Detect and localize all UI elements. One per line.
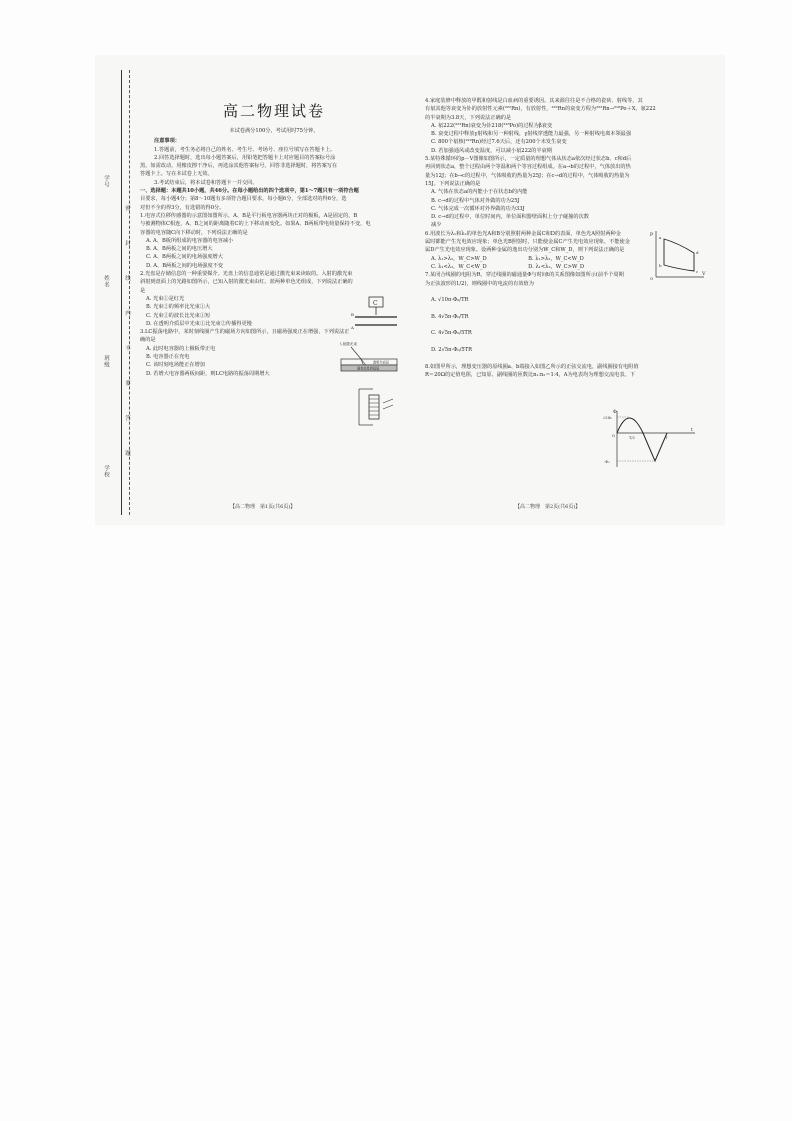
left-text-line: B. 电容器正在充电 (146, 354, 190, 361)
right-text-line (425, 338, 707, 346)
right-text-line: D. c→d的过程中，单位时间内，单位面积器壁面积上分子碰撞的次数 (431, 214, 589, 221)
pv-origin: O (650, 276, 654, 281)
right-text-line: C. 800个氡核(²²²Rn)经过7.6天后，还有200个未发生衰变 (431, 139, 567, 146)
q1-capacitor-figure (351, 293, 401, 333)
seal-char: 要 (124, 380, 130, 387)
right-text-line: C. λ₁<λ₂，W_C<W_D D. λ₁<λ₂，W_C>W_D (431, 263, 585, 270)
right-text-line: 再回到状态a，整个过程由两个等温和两个等容过程组成。在a→b的过程中，气体放出的热 (425, 164, 631, 171)
left-text-line: 3.LC振荡电路中，某时刻线圈产生的磁场方向如图所示，且磁场强度正在增强，下列说法正 (140, 329, 350, 336)
seal-char: 题 (124, 450, 130, 457)
left-text-line: 2.光盘是存储信息的一种重要媒介。光盘上的信息通常是通过激光束来读取的。入射的激光束 (140, 271, 353, 278)
left-text-line: C. 该时刻电场能正在增加 (146, 362, 205, 369)
right-text-line: A. √10π·Φ₀/TR (431, 297, 469, 304)
left-page-footer: 【高二物理 第1页(共6页)】 (230, 504, 296, 510)
seal-char: 答 (124, 415, 130, 422)
right-text-line: C. 气体完成一次循环对外界做的功为33J (431, 205, 525, 212)
right-text-line: 8.如图甲所示，理想变压器的原线圈a、b端接入如图乙所示的正弦交流电，副线圈接有电阻值 (425, 363, 639, 370)
right-text-line: 属时都能产生光电效应现象；单色光B照射时，只能使金属C产生光电效应现象，不能使金 (425, 239, 630, 246)
left-text-line: 对但不全的得3分，有选错的得0分。 (140, 204, 225, 211)
right-text-line: B. 4√5π·Φ₀/TR (431, 313, 469, 320)
left-text-line: D. 在透明介质层中光束①比光束②传播得更慢 (146, 320, 252, 327)
label-class: 班级 (103, 355, 109, 368)
phi-min-label: -Φ₀ (604, 460, 610, 464)
left-text-line: 1.答题前，考生务必将自己的姓名、考生号、考场号、座位号填写在答题卡上。 (154, 146, 336, 153)
right-text-line: D. 2√5π·Φ₀/5TR (431, 346, 472, 353)
right-text-line: 5.某特殊循环的p－V图像如图所示，一定质量的理想气体从状态a依次经过状态b、c和d后 (425, 156, 632, 163)
exam-subtitle: 本试卷满分100分，考试用时75分钟。 (229, 128, 319, 134)
right-text-line: 6.用波长为λ₁和λ₂的单色光A和B分别照射两种金属C和D的表面，单色光A照射两种金 (425, 230, 621, 237)
right-text-line: 的半衰期为3.8天，下列说法正确的是 (425, 114, 512, 121)
exam-sheet (95, 55, 725, 525)
pv-label-d: d (696, 250, 699, 255)
right-page-footer: 【高二物理 第2页(共6页)】 (515, 504, 581, 510)
seal-char: 内 (124, 310, 130, 317)
q7-flux-time-graph (603, 407, 699, 471)
binding-margin (95, 55, 135, 525)
left-text-line: D. A、B两板之间的电场强度不变 (146, 262, 224, 269)
right-text-line: 减少 (431, 222, 442, 229)
left-text-line: 2.回答选择题时，选出每小题答案后，用铅笔把答题卡上对应题目的答案标号涂 (154, 154, 336, 161)
right-text-line (425, 304, 707, 312)
right-text-line: A. 气体在状态a的内能小于在状态b的内能 (431, 189, 528, 196)
pv-label-a: a (659, 235, 662, 240)
left-text-line: 与被测物体C相连，A、B之间的距离随着C的上下移动而变化。如果A、B两板带电荷量保持不变，电 (140, 221, 371, 228)
left-text-line: A. 光束①是红光 (146, 295, 185, 302)
right-text-line: C. 4√5π·Φ₀/5TR (431, 330, 472, 337)
right-text-line: 属D产生光电效应现象。设两种金属的逸出功分别为W_C和W_D，则下列说法正确的是 (425, 247, 625, 254)
t-period-label: T (665, 436, 668, 440)
seal-char: 封 (124, 240, 130, 247)
right-text-line: 量为12J；在b→c的过程中，气体吸收的热量为25J；在c→d的过程中，气体吸收的热量为 (425, 172, 630, 179)
left-text-line: B. A、B两板之间的电压增大 (146, 246, 213, 253)
label-name: 姓名 (103, 275, 109, 288)
right-text-line: 15J。下列说法正确的是 (425, 180, 481, 187)
phi-max-label: √2Φ₀ (603, 416, 612, 420)
q2-optical-disc-figure (337, 339, 401, 375)
exam-title: 高二物理试卷 (222, 102, 325, 120)
left-text-line: D. 若增大电容器两板间距，则LC电路的振荡周期增大 (146, 370, 270, 377)
right-text-line (425, 354, 707, 362)
right-text-line: B. c→d的过程中气体对外做的功为25J (431, 197, 520, 204)
left-text-line: 3.考试结束后，将本试卷和答题卡一并交回。 (154, 179, 258, 186)
left-text-line: 目要求，每小题4分；第8～10题有多项符合题目要求，每小题6分，全部选对的得6分，选 (140, 196, 347, 203)
right-text-line (425, 321, 707, 329)
right-text-line: A. λ₁>λ₂，W_C>W_D B. λ₁>λ₂，W_C<W_D (431, 255, 584, 262)
fig2-label-base: 载有信息的基层 (357, 366, 380, 371)
phi-axis-label: Φ (613, 410, 617, 415)
pv-label-b: b (659, 263, 662, 268)
q3-lc-circuit-figure (351, 385, 401, 429)
fig2-label-incident: 入射激光束 (339, 342, 357, 346)
left-text-line: 黑。如需改动，用橡皮擦干净后，再选涂其他答案标号。回答非选择题时，将答案写在 (140, 163, 338, 170)
right-text-line: 4.家庭装修中释放的甲醛和射线是白血病的重要诱因。其来源往往是不合格的瓷砖、射线等，其 (425, 98, 643, 104)
pv-axis-p: p (650, 231, 654, 237)
left-text-line: A. A、B板所组成的电容器的电容减小 (146, 237, 234, 244)
seal-char: 密 (124, 205, 130, 212)
right-text-line: D. 若加强通风或改变温度，可以减小氡222的半衰期 (431, 147, 552, 154)
right-text-line: 为正弦波形的1/2)，则线圈中的电流的有效值为 (425, 280, 534, 287)
right-text-line: A. 氡222(²²²Rn)衰变为钋218(²¹⁸Po)的过程为β衰变 (431, 122, 553, 129)
left-text-line: C. 光束②的波长比光束①短 (146, 312, 211, 319)
t-half-label: T/2 (629, 436, 635, 440)
fig2-label-medium: 透明介质层 (373, 360, 389, 365)
right-text-line: 有氡其他等衰变为钋的放射性元素(²²²Rn)，有放射性，²²²Rn的衰变方程为²²²Rn→²¹⁸Po＋X，氡222 (425, 106, 656, 113)
left-text-line: 确的是 (140, 337, 156, 344)
left-text-line: B. 光束②的频率比光束①大 (146, 304, 211, 311)
notice-heading: 注意事项： (154, 138, 180, 145)
right-text-line: R＝20Ω的定值电阻，已知原、副线圈的匝数比n₁∶n₂＝1∶4，A为电表均为理想交流电表。下 (425, 371, 635, 378)
left-text-line: 容器的电容随C向下移动时，下列说法正确的是 (140, 229, 248, 236)
left-text-line: A. 此时电容器的上极板带正电 (146, 345, 216, 352)
left-text-line: 斜射到盘面上的光路如图所示，已知入射的激光束由红、蓝两种单色光组成，下列说法正确的 (140, 279, 353, 286)
left-text-line: C. A、B两板之间的电场强度增大 (146, 254, 223, 261)
binding-line-outer (121, 70, 122, 515)
svg-text:A: A (351, 325, 354, 330)
right-text-line: 7.某闭合线圈的电阻为R，穿过线圈的磁通量Φ与时间t的关系图像如图所示(前半个周期 (425, 272, 624, 279)
binding-line-dashed (129, 70, 130, 515)
pv-axis-v: V (702, 271, 706, 277)
svg-text:C: C (373, 300, 378, 307)
label-student-id: 学号 (103, 175, 109, 188)
seal-char: 线 (124, 275, 130, 282)
svg-text:B: B (351, 312, 354, 317)
graph-origin: O (612, 434, 615, 438)
seal-char: 不 (124, 345, 130, 352)
left-text-line: 是 (140, 287, 146, 294)
pv-label-c: c (696, 269, 699, 274)
t-axis-label: t (691, 428, 693, 433)
left-text-line: 答题卡上。写在本试卷上无效。 (140, 171, 213, 178)
right-text-line: B. 衰变过程中释放γ射线和另一种射线，γ射线穿透能力最强，另一种射线电离本领最强 (431, 131, 632, 138)
q5-pv-diagram (648, 227, 708, 281)
left-text-line: 1.电容式位移传感器的示意图如图所示，A、B是平行板电容器两块正对的极板，A是固定的，B (140, 212, 358, 219)
right-text-line (425, 288, 707, 296)
left-text-line: 一、选择题：本题共10小题，共46分。在每小题给出的四个选项中，第1～7题只有一项符合题 (140, 188, 359, 195)
label-school: 学校 (103, 465, 109, 478)
